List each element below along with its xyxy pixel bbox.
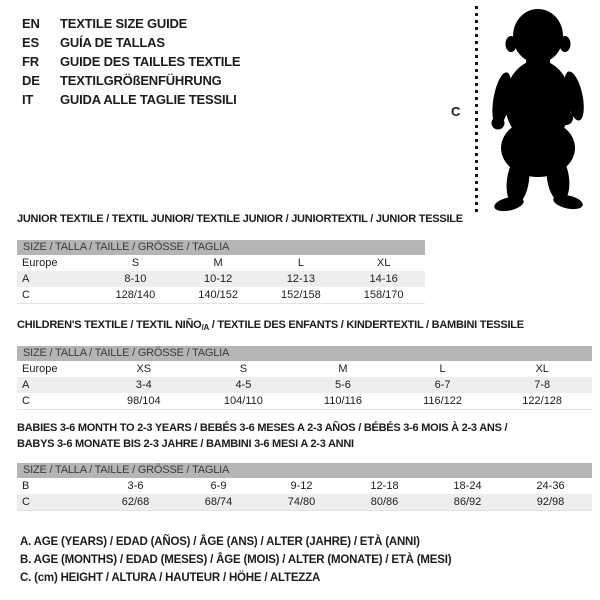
table-cell: 3-6 <box>127 480 144 492</box>
babies-size-table <box>17 463 592 511</box>
size-header-bar: SIZE / TALLA / TAILLE / GRÖSSE / TAGLIA <box>17 463 592 478</box>
language-code: IT <box>22 92 34 107</box>
language-code: FR <box>22 54 39 69</box>
table-cell: 3-4 <box>135 379 152 391</box>
language-code: DE <box>22 73 40 88</box>
table-cell: 98/104 <box>126 395 161 407</box>
row-label: B <box>22 480 30 492</box>
table-row-europe <box>17 361 592 377</box>
table-cell: 74/80 <box>287 496 316 508</box>
guide-title-it: GUIDA ALLE TAGLIE TESSILI <box>60 92 237 107</box>
table-cell: 12-13 <box>286 273 315 285</box>
table-row-europe <box>17 255 425 271</box>
height-measure-label: C <box>451 104 461 119</box>
table-cell: 128/140 <box>115 289 156 301</box>
row-label: A <box>22 273 30 285</box>
table-cell: 7-8 <box>534 379 551 391</box>
baby-silhouette-icon <box>486 4 594 214</box>
children-heading-subscript: /A <box>201 323 209 332</box>
table-row-height <box>17 287 425 303</box>
children-heading-post: / TEXTILE DES ENFANTS / KINDERTEXTIL / BAMBINI TESSILE <box>208 319 524 331</box>
table-cell: S <box>131 257 140 269</box>
table-cell: 110/116 <box>323 395 363 407</box>
guide-title-fr: GUIDE DES TAILLES TEXTILE <box>60 54 241 69</box>
table-row-height <box>17 494 592 510</box>
junior-section-heading: JUNIOR TEXTILE / TEXTIL JUNIOR/ TEXTILE JUNIOR / JUNIORTEXTIL / JUNIOR TESSILE <box>17 213 463 225</box>
table-cell: 4-5 <box>235 379 252 391</box>
language-code: EN <box>22 16 40 31</box>
row-label: C <box>22 395 30 407</box>
table-cell: L <box>439 363 446 375</box>
language-row-it <box>22 90 240 109</box>
table-cell: 68/74 <box>204 496 233 508</box>
table-cell: 6-7 <box>434 379 451 391</box>
table-cell: 140/152 <box>198 289 238 301</box>
size-header-bar: SIZE / TALLA / TAILLE / GRÖSSE / TAGLIA <box>17 240 425 255</box>
table-cell: 62/68 <box>121 496 150 508</box>
language-row-de <box>22 71 240 90</box>
children-size-table <box>17 346 592 410</box>
language-row-en <box>22 14 240 33</box>
table-cell: 6-9 <box>210 480 227 492</box>
junior-size-table <box>17 240 425 304</box>
size-header-bar: SIZE / TALLA / TAILLE / GRÖSSE / TAGLIA <box>17 346 592 361</box>
table-cell: 12-18 <box>370 480 399 492</box>
children-heading-pre: CHILDREN'S TEXTILE / TEXTIL NIÑO <box>17 319 202 331</box>
table-cell: XS <box>136 363 152 375</box>
table-cell: XL <box>535 363 549 375</box>
table-cell: 116/122 <box>423 395 463 407</box>
table-cell: M <box>213 257 223 269</box>
guide-title-en: TEXTILE SIZE GUIDE <box>60 16 188 31</box>
row-label: Europe <box>22 363 58 375</box>
table-cell: 14-16 <box>369 273 398 285</box>
table-row-age <box>17 271 425 287</box>
table-cell: M <box>338 363 348 375</box>
babies-section-heading-line2: BABYS 3-6 MONATE BIS 2-3 JAHRE / BAMBINI 3-6 MESI A 2-3 ANNI <box>17 438 354 450</box>
language-title-list <box>22 14 240 109</box>
language-row-fr <box>22 52 240 71</box>
footnote-c: C. (cm) HEIGHT / ALTURA / HAUTEUR / HÖHE / ALTEZZA <box>20 572 321 584</box>
table-cell: 122/128 <box>522 395 563 407</box>
table-cell: 86/92 <box>453 496 482 508</box>
language-code: ES <box>22 35 39 50</box>
legend-footnotes <box>20 533 451 587</box>
table-cell: 8-10 <box>124 273 147 285</box>
height-measure-dotted-line <box>475 6 478 213</box>
table-cell: 92/98 <box>536 496 565 508</box>
table-row-age-months <box>17 478 592 494</box>
babies-section-heading-line1: BABIES 3-6 MONTH TO 2-3 YEARS / BEBÉS 3-6 MESES A 2-3 AÑOS / BÉBÉS 3-6 MOIS À 2-3 ANS / <box>17 422 508 434</box>
table-cell: S <box>239 363 248 375</box>
table-cell: 104/110 <box>223 395 263 407</box>
table-cell: 10-12 <box>204 273 233 285</box>
row-label: C <box>22 496 30 508</box>
row-label: C <box>22 289 30 301</box>
language-row-es <box>22 33 240 52</box>
table-cell: 158/170 <box>363 289 404 301</box>
table-cell: 24-36 <box>536 480 565 492</box>
table-cell: 5-6 <box>335 379 351 391</box>
table-cell: XL <box>376 257 391 269</box>
guide-title-de: TEXTILGRÖßENFÜHRUNG <box>60 73 222 88</box>
row-label: Europe <box>22 257 58 269</box>
table-cell: 152/158 <box>280 289 321 301</box>
footnote-a: A. AGE (YEARS) / EDAD (AÑOS) / ÂGE (ANS) / ALTER (JAHRE) / ETÀ (ANNI) <box>20 536 420 548</box>
row-label: A <box>22 379 30 391</box>
table-cell: 18-24 <box>453 480 482 492</box>
children-section-heading <box>17 318 583 333</box>
table-row-height <box>17 393 592 409</box>
guide-title-es: GUÍA DE TALLAS <box>60 35 165 50</box>
table-cell: L <box>297 257 304 269</box>
table-cell: 80/86 <box>370 496 399 508</box>
table-row-age <box>17 377 592 393</box>
table-cell: 9-12 <box>290 480 313 492</box>
footnote-b: B. AGE (MONTHS) / EDAD (MESES) / ÂGE (MOIS) / ALTER (MONATE) / ETÀ (MESI) <box>20 554 452 566</box>
